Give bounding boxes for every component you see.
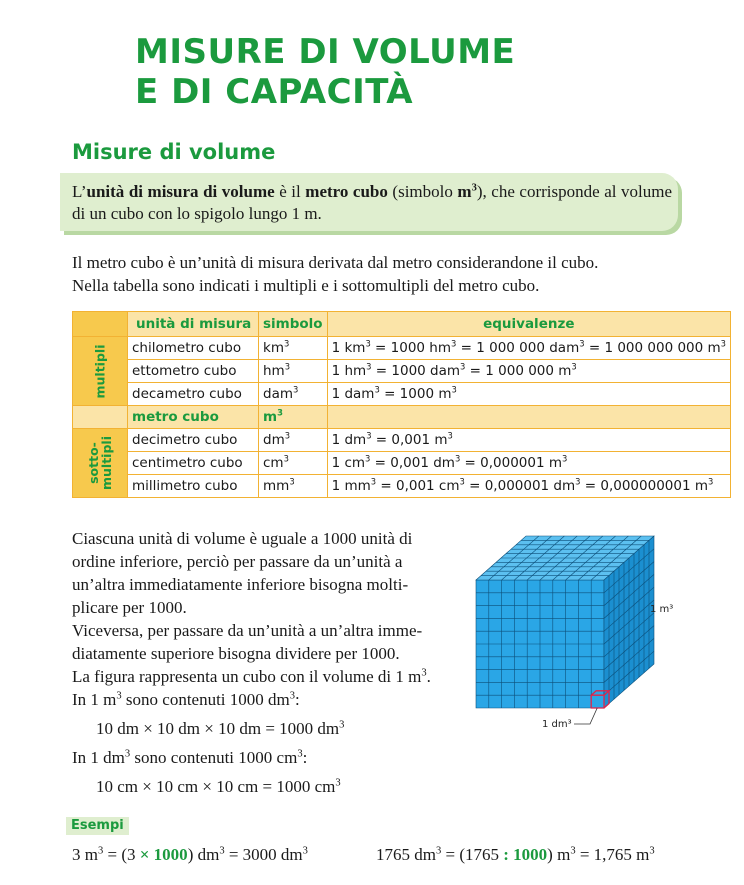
unit-symbol: $cm^3$ — [259, 452, 328, 475]
intro-line-2: Nella tabella sono indicati i multipli e i sottomultipli del metro cubo. — [72, 276, 540, 295]
unit-equivalence: 1 $hm^3 = 1000$ dam$^3$ = 1 000 000 $m^3$ — [327, 360, 730, 383]
examples-label: Esempi — [66, 817, 129, 835]
title-line-1: MISURE DI VOLUME — [135, 32, 516, 72]
definition-text: L’unità di misura di volume è il metro cubo (simbolo $m^3$), che corrisponde al volume di un cubo con lo spigolo lungo 1 m. — [72, 182, 672, 223]
label-1m3: 1 m³ — [650, 604, 674, 615]
cube-illustration — [466, 518, 686, 748]
intro-line-1: Il metro cubo è un’unità di misura derivata dal metro considerandone il cubo. — [72, 253, 599, 272]
table-header-row — [73, 312, 731, 337]
unit-symbol: $hm^3$ — [259, 360, 328, 383]
example-2: 1765 $dm^3 = (1765$ : 1000) $m^3 = 1,765$ $m^3$ — [376, 845, 655, 864]
title-line-2: E DI CAPACITÀ — [135, 72, 414, 112]
header-equivalences: equivalenze — [327, 312, 730, 337]
header-symbol: simbolo — [259, 312, 328, 337]
unit-symbol: $mm^3$ — [259, 475, 328, 498]
unit-name: centimetro cubo — [128, 452, 259, 475]
unit-equivalence: 1 dam$^3$ = 1000 $m^3$ — [327, 383, 730, 406]
cube-figure — [466, 518, 686, 748]
label-1dm3: 1 dm³ — [542, 719, 572, 730]
table-row — [73, 383, 731, 406]
group-multipli: multipli — [73, 337, 128, 406]
unit-name: metro cubo — [128, 406, 259, 429]
unit-name: millimetro cubo — [128, 475, 259, 498]
unit-name: ettometro cubo — [128, 360, 259, 383]
label-1dm3-leader — [574, 708, 597, 724]
group-base — [73, 406, 128, 429]
unit-symbol: $km^3$ — [259, 337, 328, 360]
unit-symbol: $m^3$ — [259, 406, 328, 429]
table-row — [73, 360, 731, 383]
table-row — [73, 429, 731, 452]
unit-symbol: dam$^3$ — [259, 383, 328, 406]
unit-equivalence — [327, 406, 730, 429]
unit-name: chilometro cubo — [128, 337, 259, 360]
unit-equivalence: 1 $dm^3 = 0,001$ $m^3$ — [327, 429, 730, 452]
group-sottomultipli: sotto- multipli — [73, 429, 128, 498]
table-row — [73, 452, 731, 475]
table-row — [73, 337, 731, 360]
definition-box — [60, 173, 678, 231]
unit-name: decimetro cubo — [128, 429, 259, 452]
body-paragraph: Ciascuna unità di volume è uguale a 1000 unità di ordine inferiore, perciò per passare da un’unità a un’altra immediatamente inferiore bisogna molti- plicare per 1000. Viceversa, per passare da un’unità a un’altra imme- diatamente superiore bisogna dividere per 1000. La figura rappresenta un cubo con il volume di 1 $m^3$. In 1 $m^3$ sono contenuti 1000 $dm^3$: 10 dm × 10 dm × 10 dm = 1000 $dm^3$ In 1 $dm^3$ sono contenuti 1000 $cm^3$: 10 cm × 10 cm × 10 cm = 1000 $cm^3$ — [72, 529, 431, 796]
unit-symbol: $dm^3$ — [259, 429, 328, 452]
section-title: Misure di volume — [72, 140, 276, 164]
unit-equivalence: 1 $km^3 = 1000$ $hm^3 = 1$ 000 000 dam$^3$ = 1 000 000 000 $m^3$ — [327, 337, 730, 360]
header-unit: unità di misura — [128, 312, 259, 337]
unit-name: decametro cubo — [128, 383, 259, 406]
page-title — [135, 32, 515, 112]
units-table — [72, 311, 731, 498]
unit-equivalence: 1 $mm^3 = 0,001$ $cm^3 = 0,000001$ $dm^3 = 0,000000001$ $m^3$ — [327, 475, 730, 498]
intro-paragraph — [72, 251, 598, 297]
example-1: 3 $m^3 = (3 \times 1000) dm^3 = 3000$ $dm^3$ — [72, 845, 308, 864]
table-corner — [73, 312, 128, 337]
table-row — [73, 475, 731, 498]
table-row — [73, 406, 731, 429]
unit-equivalence: 1 $cm^3 = 0,001$ $dm^3 = 0,000001$ $m^3$ — [327, 452, 730, 475]
